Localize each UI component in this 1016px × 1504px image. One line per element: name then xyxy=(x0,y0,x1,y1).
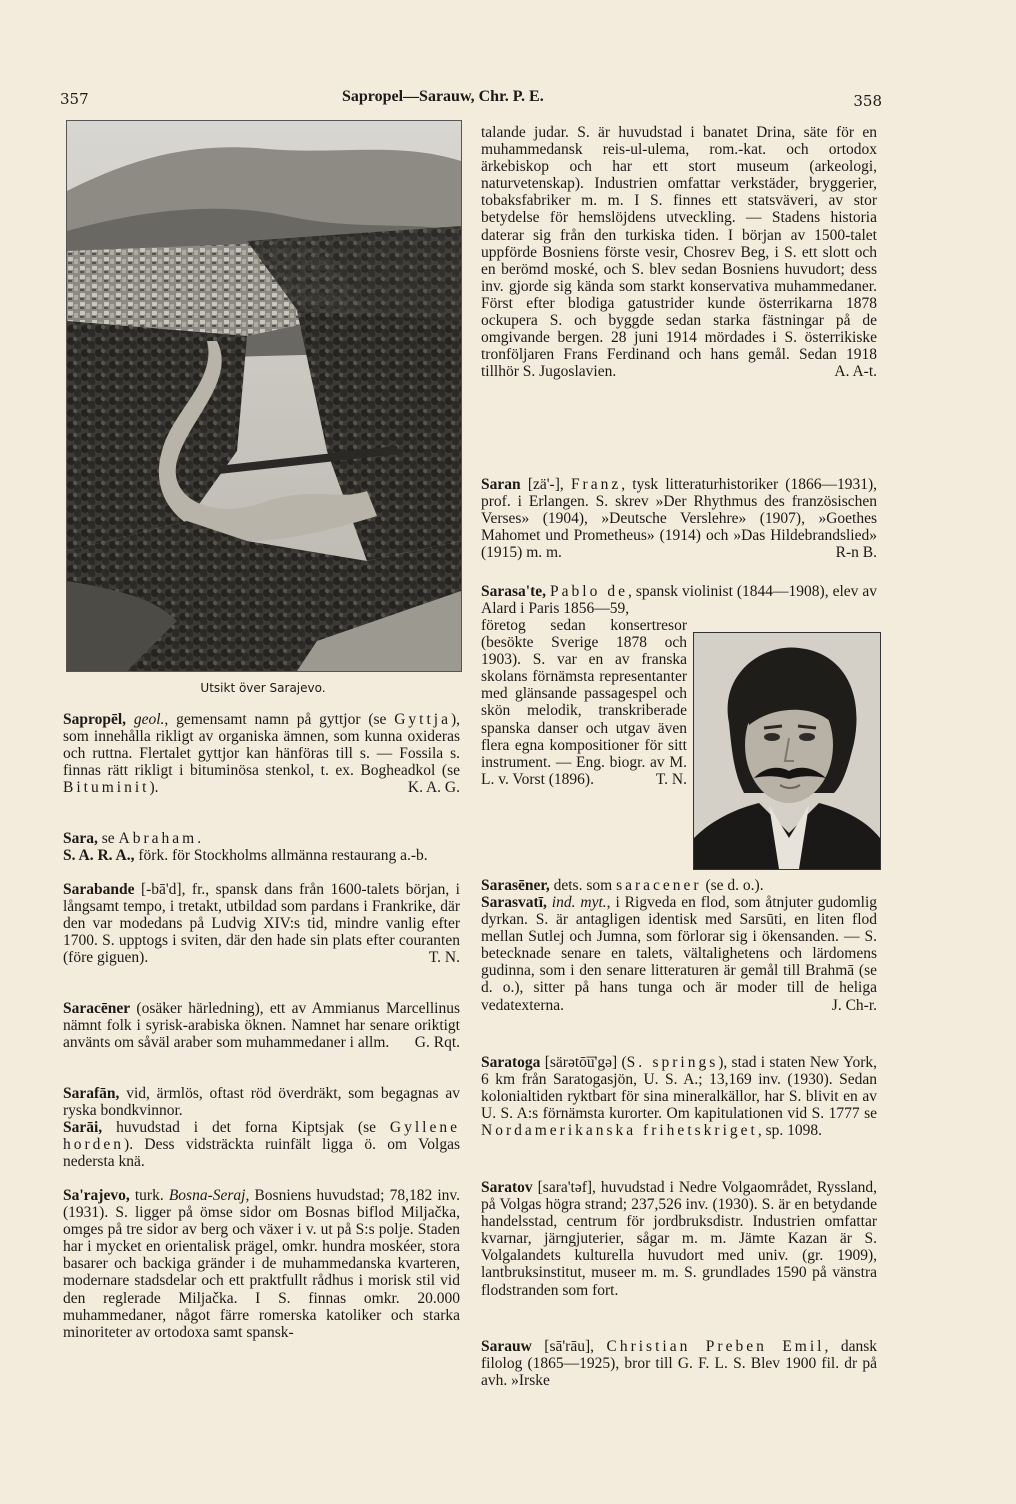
cross-reference[interactable]: Gyllene horden xyxy=(63,1119,460,1154)
headword: Sarasēner, xyxy=(481,877,550,894)
entry-sarasener: Sarasēner, dets. som saracener (se d. o.). xyxy=(481,877,764,894)
entry-saracener: Saracēner (osäker härledning), ett av Ammianus Marcellinus nämnt folk i syrisk-arabiska öknen. Namnet har senare oriktigt använts om såväl araber som muhammedaner i allm. G. Rqt. xyxy=(63,1000,460,1052)
sarajevo-photo-image xyxy=(67,121,461,671)
entry-saratoga: Saratoga [särətō͞u'gə] (S. springs), stad i staten New York, 6 km från Saratogasjön, U. S. A.; 13,169 inv. (1930). Sedan kolonialtiden ryktbart för sina mineralkällor, har S. blivit en av U. S. A:s förnämsta kurorter. Om kapitulationen vid S. 1777 se Nordamerikanska frihetskriget, sp. 1098. xyxy=(481,1054,877,1140)
cross-reference[interactable]: Nordamerikanska frihetskriget xyxy=(481,1122,758,1140)
sarajevo-photo xyxy=(66,120,462,672)
cross-reference[interactable]: saracener xyxy=(616,877,702,894)
entry-sarabande: Sarabande [-bā'd], fr., spansk dans från 1600-talets början, i långsamt tempo, i tretakt, utbildad som pardans i Frankrike, där den var modedans på Ludvig XIV:s tid, mindre vanlig efter 1700. S. upptogs i sviten, där den hade sin plats efter couranten (före giguen). T. N. xyxy=(63,881,460,967)
cross-reference[interactable]: S. springs xyxy=(626,1054,719,1071)
author-initials: J. Ch-r. xyxy=(831,996,877,1014)
entry-sarauw: Sarauw [sā'rāu], Christian Preben Emil, dansk filolog (1865—1925), bror till G. F. L. S. Blev 1900 fil. dr på avh. »Irske xyxy=(481,1338,878,1390)
page-number-right: 358 xyxy=(853,92,882,110)
page-title: Sapropel—Sarauw, Chr. P. E. xyxy=(342,88,544,105)
author-initials: A. A-t. xyxy=(834,363,877,381)
entry-sarasate-body: företog sedan konsertresor (besökte Sverige 1878 och 1903). S. var en av franska skolans förnämsta representanter med glänsande passagespel och skön melodik, transkriberade spanska danser och utgav även flera egna kompositioner för sitt instrument. — Eng. biogr. av M. L. v. Vorst (1896). T. N. xyxy=(481,617,687,788)
headword: Saracēner xyxy=(63,1000,131,1017)
entry-sara: Sara, se Abraham. xyxy=(63,830,202,847)
entry-sarajevo: Sa'rajevo, turk. Bosna-Seraj, Bosniens huvudstad; 78,182 inv. (1931). S. ligger på ömse sidor om Bosnas biflod Miljačka, omges på tre sidor av berg och växer i v. ut på S:s polje. Staden har i mycket en orientalisk prägel, omkr. hundra moskéer, stora basarer och backiga gränder i de muhammedanska kvarteren, modernare stadsdelar och ett praktfullt rådhus i morisk stil vid den reglerade Miljačka. I S. finnas omkr. 20.000 muhammedaner, något färre romerska katoliker och starka minoriteter av ortodoxa samt spansk- xyxy=(63,1187,460,1341)
entry-sarasate-intro: Sarasa'te, Pablo de, spansk violinist (1844—1908), elev av Alard i Paris 1856—59, xyxy=(481,583,878,618)
author-initials: G. Rqt. xyxy=(414,1034,460,1052)
page-number-left: 357 xyxy=(60,90,89,108)
entry-sarafan: Sarafān, vid, ärmlös, oftast röd överdräkt, som begagnas av ryska bondkvinnor. xyxy=(63,1085,460,1120)
author-initials: T. N. xyxy=(655,770,687,788)
author-initials: T. N. xyxy=(428,949,460,967)
headword: Sara, xyxy=(63,830,98,847)
entry-sarai: Sarāi, huvudstad i det forna Kiptsjak (se Gyllene horden). Dess vidsträckta ruinfält ligga ö. om Volgas nedersta knä. xyxy=(63,1119,460,1171)
entry-saratov: Saratov [sara'təf], huvudstad i Nedre Volgaområdet, Ryssland, på Volgas högra strand; 237,526 inv. (1930). S. är en betydande handelsstad, centrum för jordbruksdistr. Industrien omfattar kvarnar, järngjuterier, sågar m. m. Jämte Kazan är S. Volgalandets kulturella huvudort med univ. (gr. 1909), lantbruksinstitut, museer m. m. S. grundlades 1590 på vänstra flodstranden som fort. xyxy=(481,1179,877,1299)
entry-sara-org: S. A. R. A., förk. för Stockholms allmänna restaurang a.-b. xyxy=(63,847,428,864)
headword: S. A. R. A., xyxy=(63,847,135,864)
running-head xyxy=(60,86,880,112)
headword: Sarafān, xyxy=(63,1085,120,1102)
headword: Sapropēl, xyxy=(63,711,127,728)
cross-reference[interactable]: Gyttja xyxy=(394,711,451,728)
headword: Sarasvatī, xyxy=(481,894,547,911)
entry-sapropel: Sapropēl, geol., gemensamt namn på gyttjor (se Gyttja), som innehålla rikligt av organiska ämnen, som kunna oxideras och ruttna. Flertalet gyttjor kan hänföras till s. — Fossila s. finnas rätt rikligt i bituminösa stenkol, t. ex. Bogheadkol (se Bituminit). K. A. G. xyxy=(63,711,460,797)
headword: Sarāi, xyxy=(63,1119,103,1136)
entry-sarajevo-continued: talande judar. S. är huvudstad i banatet Drina, säte för en muhammedansk reis-ul-ulema, rom.-kat. och ortodox ärkebiskop och har ett stort museum (arkeologi, naturvetenskap). Industrien omfattar verkstäder, bryggerier, tobaksfabriker m. m. I S. finnes ett statsväveri, av stor betydelse för hemslöjdens utveckling. — Stadens historia daterar sig från den turkiska tiden. I början av 1500-talet uppförde Bosniens förste vesir, Chosrev Beg, i S. ett slott och en berömd moské, och S. blev sedan Bosniens huvudort; dess inv. gjorde sig kända som starkt konservativa muhammedaner. Först efter blodiga gatustrider kunde österrikarna 1878 ockupera S. och byggde sedan starka fästningar på de omgivande bergen. 28 juni 1914 mördades i S. österrikiske tronföljaren Frans Ferdinand och hans gemål. Sedan 1918 tillhör S. Jugoslavien. A. A-t. xyxy=(481,124,877,381)
headword: Sarauw xyxy=(481,1338,532,1355)
headword: Saran xyxy=(481,476,521,493)
entry-saran: Saran [zä'-], Franz, tysk litteraturhistoriker (1866—1931), prof. i Erlangen. S. skrev »Der Rhythmus des französischen Verses» (1904), »Deutsche Verslehre» (1907), »Goethes Mahomet und Prometheus» (1914) och »Das Hildebrandslied» (1915) m. m. R-n B. xyxy=(481,476,877,562)
author-initials: R-n B. xyxy=(835,544,877,562)
headword: Sa'rajevo, xyxy=(63,1187,130,1204)
headword: Sarasa'te, xyxy=(481,583,547,600)
headword: Saratoga xyxy=(481,1054,541,1071)
author-initials: K. A. G. xyxy=(407,779,460,797)
sarasate-portrait xyxy=(693,632,881,870)
headword: Sarabande xyxy=(63,881,135,898)
sarasate-portrait-image xyxy=(694,633,880,869)
cross-reference[interactable]: Abraham xyxy=(118,830,198,847)
photo-caption: Utsikt över Sarajevo. xyxy=(200,681,326,695)
headword: Saratov xyxy=(481,1179,533,1196)
entry-sarasvati: Sarasvatī, ind. myt., i Rigveda en flod, som åtnjuter gudomlig dyrkan. S. är antagligen identisk med Sarsūti, en liten flod mellan Sutlej och Jumna, som förlorar sig i ökensanden. — S. betecknade senare en talets, vältalighetens och lärdomens gudinna, som i den senare litteraturen är gemål till Brahmā (se d. o.), sitter på hans tunga och är moder till de heliga vedatexterna. J. Ch-r. xyxy=(481,894,878,1014)
cross-reference[interactable]: Bituminit xyxy=(63,779,150,797)
